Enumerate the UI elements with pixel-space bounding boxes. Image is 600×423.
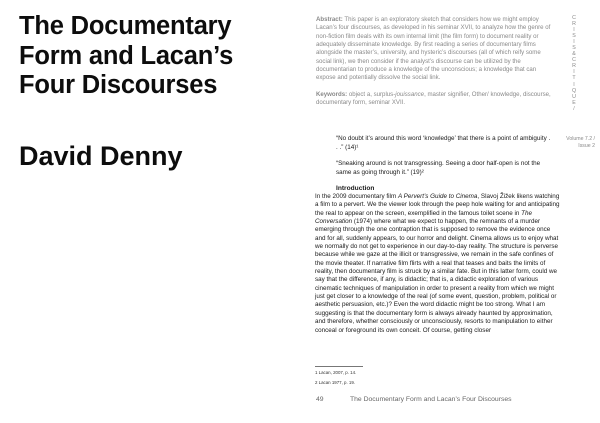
section-heading: Introduction (336, 185, 375, 192)
journal-letter: I (573, 81, 575, 88)
keywords-italic: jouissance (395, 90, 425, 98)
journal-letter: S (572, 45, 576, 52)
abstract-text: This paper is an exploratory sketch that considers how we might employ Lacan’s four discourses, as developed in his seminar XVII, to analyze how the genre of non-fiction film deals with its own internal limit (the film form) to document reality or adequately disseminate knowledge. By first reading a series of documentary films alongside the master’s, university, and hysteric’s discourses (all of which reify some social link), we then consider if the analyst’s discourse can be utilized by the documentarian to produce a knowledge of the unconscious; a knowledge that can expose and potentially dissolve the social link. (316, 16, 551, 82)
abstract-label: Abstract: (316, 16, 343, 23)
title-line: Form and Lacan’s (19, 41, 234, 70)
footnote-divider (315, 366, 363, 367)
journal-letter: I (573, 69, 575, 76)
page-number: 49 (316, 396, 324, 403)
keywords-paragraph (316, 91, 556, 108)
journal-letter: R (572, 63, 576, 70)
journal-letter: U (572, 93, 576, 100)
epigraph: “Sneaking around is not transgressing. Seeing a door half-open is not the same as going through it.” (19)² (336, 160, 541, 176)
footnote: 1 Lacan, 2007, p. 14. (315, 370, 357, 375)
journal-letter: E (572, 99, 576, 106)
journal-letter: I (573, 27, 575, 34)
abstract-block (316, 16, 556, 107)
article-title (19, 12, 269, 101)
body-text-start: In the 2009 documentary film (315, 193, 398, 200)
keywords-text-start: object a, surplus- (348, 90, 396, 98)
body-text-rest: (1974) where what we expect to happen, the remnants of a murder emerging through the one contraption that is supposed to remove the evidence once and for all, suddenly appears, to our horror and delight. Cinema allows us to enjoy what we normally do not get to experience in our day-to-day reality. The structure is perverse because while we gaze at the illicit or transgressive, we remain in the safe confines of the movie theater. If narrative film flirts with a real that teases and baits the limits of reality, then documentary film is struck by a similar fate. But in this latter form, could we say that the difference, if any, is didactic; that is, a didactic exploration of various cinematic techniques of manipulation in order to present a reality from which we might just get closer to a knowledge of the real (of some event, question, problem, political or aesthetic persuasion, etc.)? Even the word didactic might be too strong. What I am suggesting is that the documentary form is always already haunted by approximation, and therefore, whether consciously or unconsciously, resorts to manipulation to either conceal or foreground its own conceit. Of course, getting closer (315, 218, 559, 334)
abstract-paragraph (316, 16, 556, 83)
journal-letter: Q (571, 87, 577, 94)
journal-letter: R (572, 21, 576, 28)
footnote: 2 Lacan 1977, p. 19. (315, 380, 356, 385)
volume-issue (555, 136, 595, 149)
issue-label: Issue 2 (578, 142, 595, 149)
keywords-text-end: , master signifier, Other/ knowledge, discourse, documentary form, seminar XVII. (316, 90, 551, 107)
film-title: The Conversation (315, 209, 533, 226)
title-line: Four Discourses (19, 71, 218, 99)
body-text-mid: , Slavoj Žižek likens watching a film to a pervert. We the viewer look through the peep hole waiting for and anticipating the real to appear on the screen, exemplified in the famous toilet scene in (315, 193, 560, 217)
running-title: The Documentary Form and Lacan’s Four Discourses (350, 396, 512, 403)
journal-letter: C (572, 15, 576, 21)
keywords-label: Keywords: (316, 90, 348, 98)
journal-letter: I (573, 39, 575, 46)
journal-letter: T (572, 75, 576, 82)
journal-letter: / (573, 105, 575, 112)
epigraph: “No doubt it’s around this word ‘knowledge’ that there is a point of ambiguity . . .” (14)¹ (336, 135, 551, 151)
author-name: David Denny (19, 141, 183, 171)
journal-letter: & (572, 51, 576, 58)
journal-letter: C (572, 57, 576, 64)
film-title: A Pervert’s Guide to Cinema (397, 193, 478, 200)
title-line: The Documentary (19, 12, 232, 40)
volume-label: Volume 7.2 / (566, 136, 595, 142)
journal-letter: S (572, 33, 576, 40)
body-paragraph (315, 193, 561, 335)
journal-name-vertical (567, 15, 581, 112)
